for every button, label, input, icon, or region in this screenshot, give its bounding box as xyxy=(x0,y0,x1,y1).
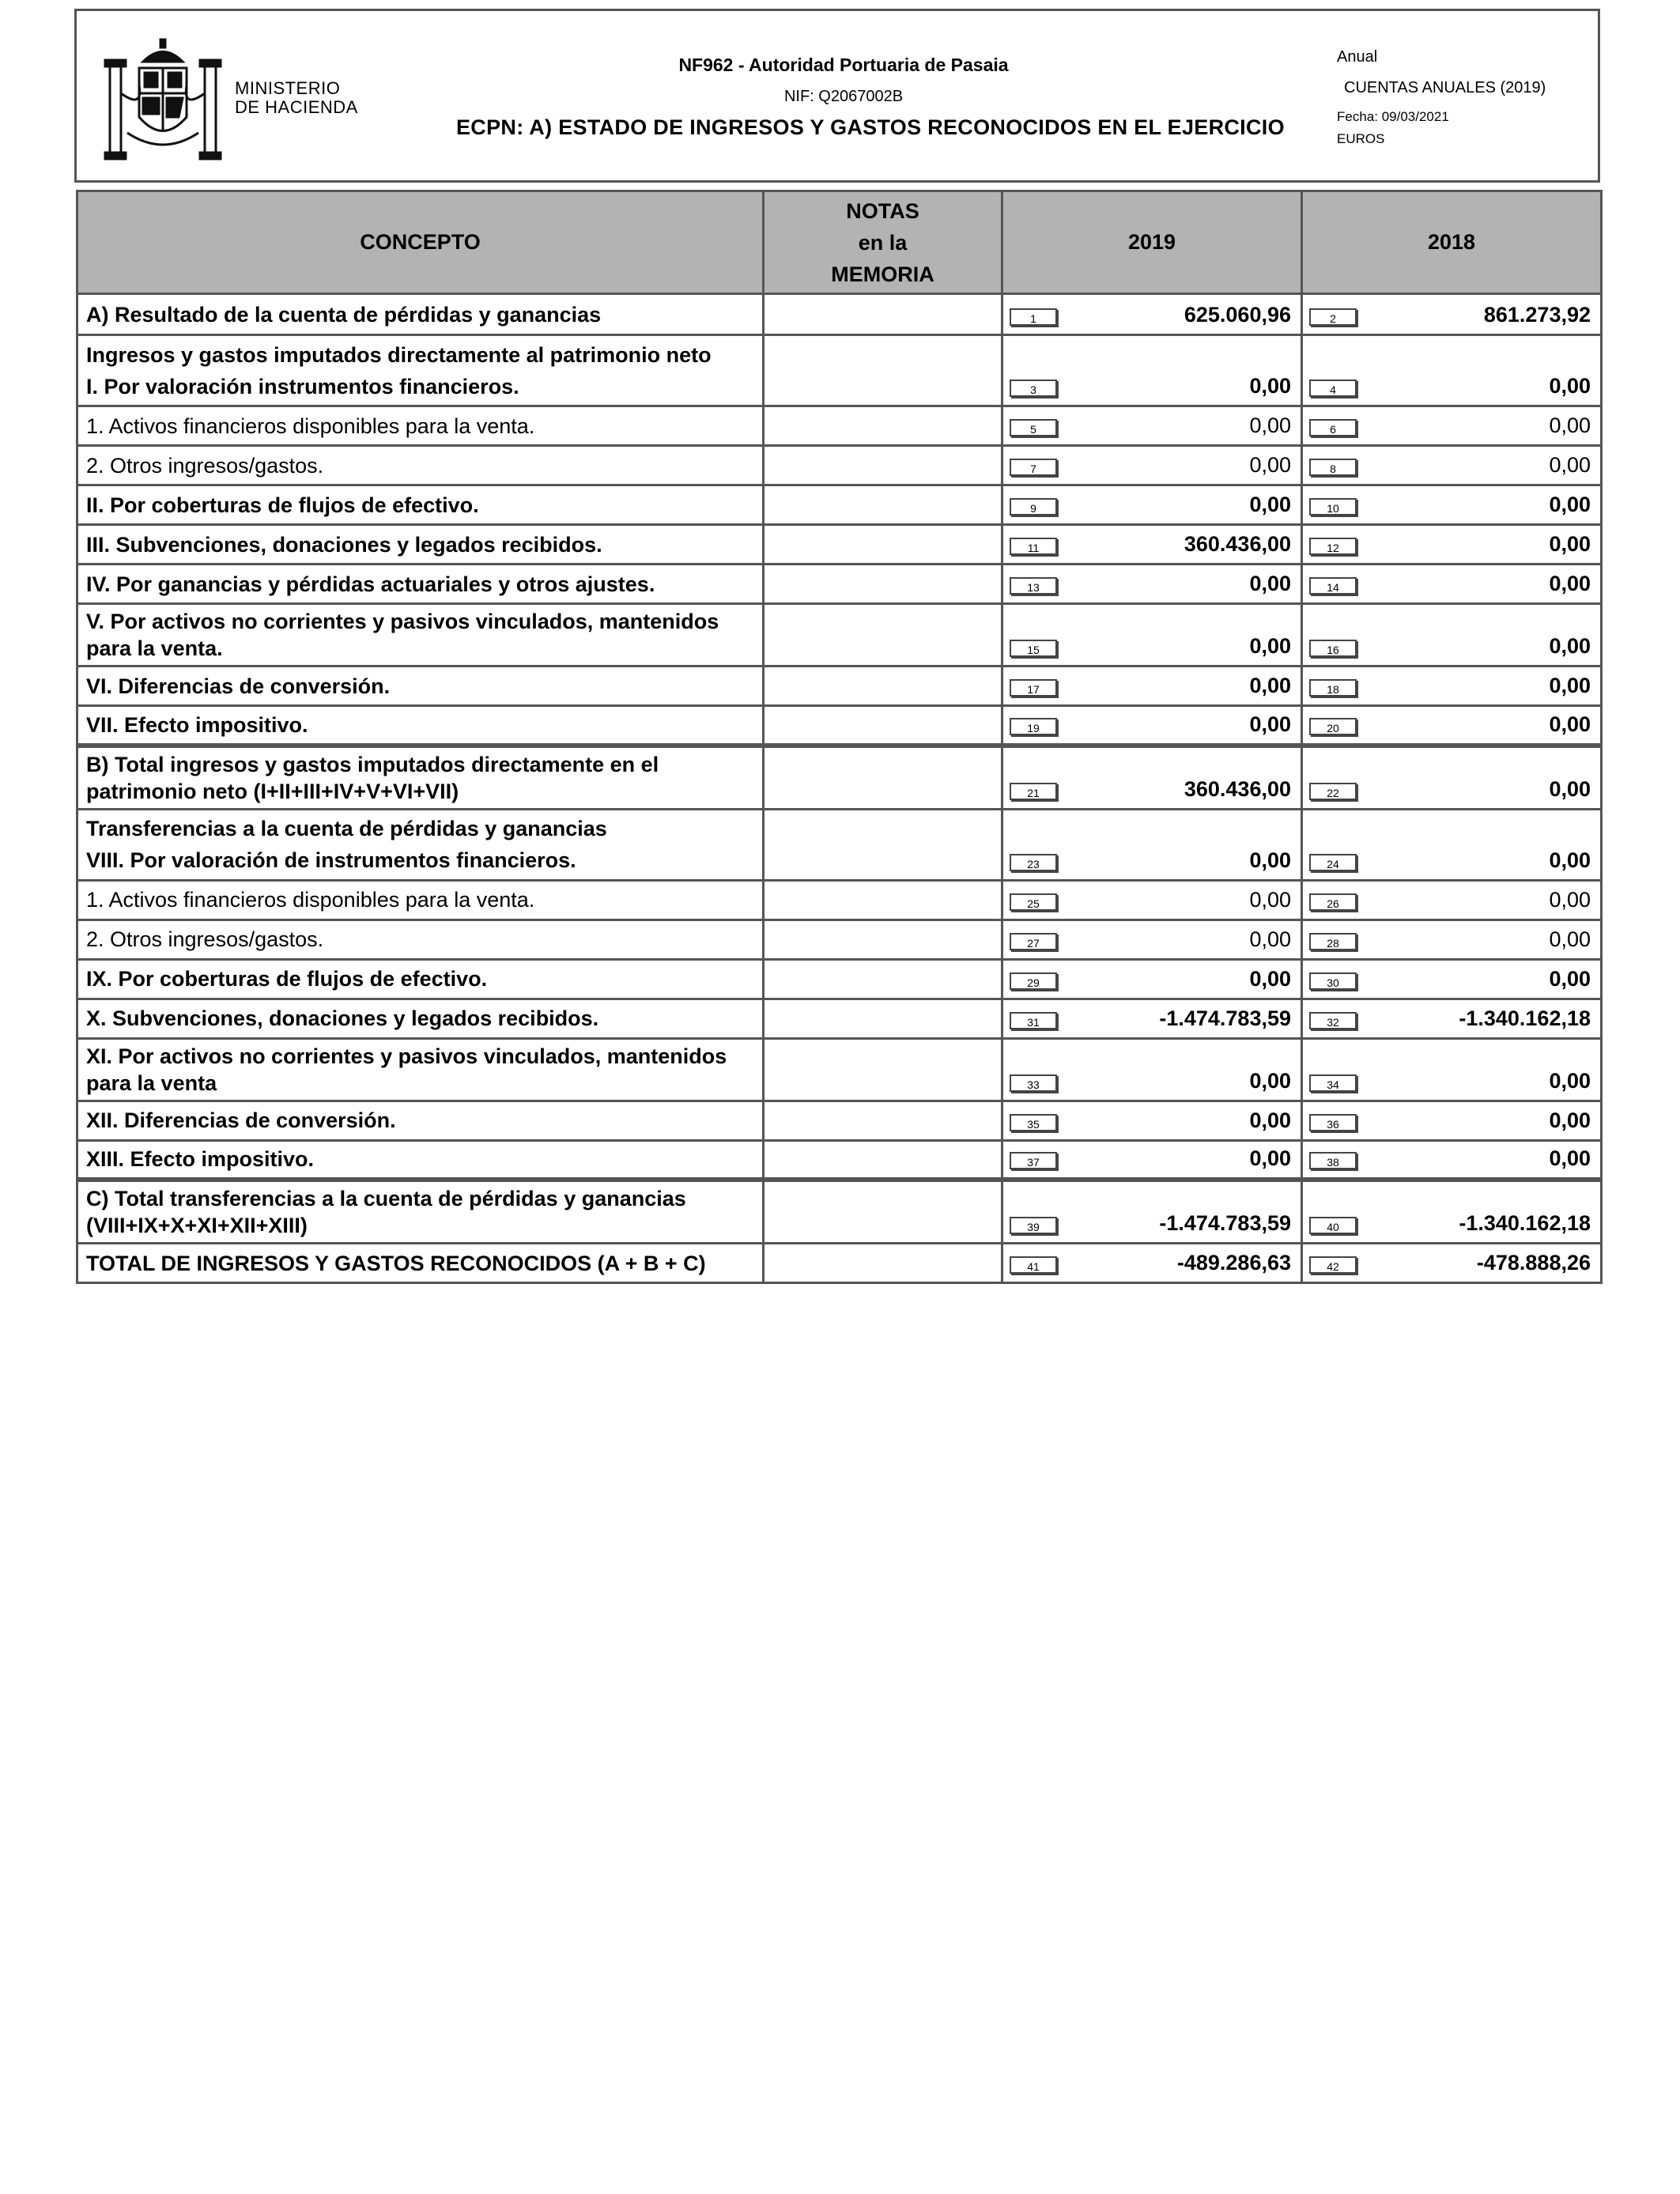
concept-cell xyxy=(77,485,764,525)
value-2019-cell xyxy=(1002,999,1302,1038)
value-2018: 0,00 xyxy=(1549,927,1591,951)
value-2018: 0,00 xyxy=(1549,532,1591,556)
report-header xyxy=(74,9,1600,183)
value-2019: -1.474.783,59 xyxy=(1159,1006,1291,1030)
value-2018: 0,00 xyxy=(1549,413,1591,437)
value-2019: 0,00 xyxy=(1249,1108,1291,1132)
value-2019-cell xyxy=(1002,1244,1302,1283)
table-row xyxy=(77,959,1602,999)
line-number-box: 34 xyxy=(1309,1074,1357,1092)
concept-text: XI. Por activos no corrientes y pasivos vinculados, mantenidos xyxy=(86,1044,727,1068)
income-expense-table xyxy=(76,190,1603,1284)
table-row xyxy=(77,604,1602,667)
line-number-box: 17 xyxy=(1010,679,1057,697)
value-2019-cell xyxy=(1002,446,1302,485)
header-notes-line-2: en la xyxy=(858,230,908,255)
value-2018-cell xyxy=(1302,446,1602,485)
concept-text: B) Total ingresos y gastos imputados directamente en el xyxy=(86,752,659,776)
line-number-box: 8 xyxy=(1309,459,1357,476)
notes-cell xyxy=(764,335,1002,406)
concept-text: 2. Otros ingresos/gastos. xyxy=(86,927,324,951)
line-number-box: 27 xyxy=(1010,933,1057,950)
table-row xyxy=(77,565,1602,604)
concept-cell xyxy=(77,446,764,485)
notes-cell xyxy=(764,920,1002,959)
value-2018-cell xyxy=(1302,880,1602,920)
table-row xyxy=(77,525,1602,565)
concept-cell xyxy=(77,335,764,406)
line-number-box: 40 xyxy=(1309,1217,1357,1234)
line-number-box: 12 xyxy=(1309,538,1357,555)
header-notes xyxy=(764,191,1002,294)
line-number-box: 19 xyxy=(1010,718,1057,735)
notes-cell xyxy=(764,294,1002,335)
line-number-box: 25 xyxy=(1010,893,1057,911)
concept-cell xyxy=(77,406,764,446)
value-2019-cell xyxy=(1002,565,1302,604)
value-2018: 0,00 xyxy=(1549,674,1591,697)
notes-cell xyxy=(764,406,1002,446)
value-2018-cell xyxy=(1302,525,1602,565)
value-2019-cell xyxy=(1002,1180,1302,1244)
concept-text: V. Por activos no corrientes y pasivos vinculados, mantenidos xyxy=(86,610,719,633)
value-2018: 0,00 xyxy=(1549,712,1591,736)
line-number-box: 32 xyxy=(1309,1012,1357,1029)
value-2018: 0,00 xyxy=(1549,1068,1591,1093)
concept-text: II. Por coberturas de flujos de efectivo. xyxy=(86,493,479,517)
notes-cell xyxy=(764,604,1002,667)
concept-text: IX. Por coberturas de flujos de efectivo. xyxy=(86,967,488,991)
value-2019: 360.436,00 xyxy=(1184,532,1291,556)
value-2018: 0,00 xyxy=(1549,848,1591,872)
line-number-box: 21 xyxy=(1010,783,1057,800)
value-2019: 0,00 xyxy=(1249,848,1291,872)
value-2018: 0,00 xyxy=(1549,1146,1591,1170)
period: Anual xyxy=(1337,48,1378,66)
header-year-2019: 2019 xyxy=(1002,191,1302,294)
concept-cell xyxy=(77,565,764,604)
header-notes-line-1: NOTAS xyxy=(846,198,919,223)
line-number-box: 31 xyxy=(1010,1012,1057,1029)
table-row xyxy=(77,446,1602,485)
value-2018: 0,00 xyxy=(1549,572,1591,595)
concept-text: XIII. Efecto impositivo. xyxy=(86,1147,315,1172)
table-body xyxy=(77,294,1602,1283)
line-number-box: 9 xyxy=(1010,498,1057,515)
value-2019-cell xyxy=(1002,880,1302,920)
notes-cell xyxy=(764,446,1002,485)
notes-cell xyxy=(764,959,1002,999)
coat-of-arms-logo xyxy=(104,38,222,164)
table-row xyxy=(77,1180,1602,1244)
line-number-box: 4 xyxy=(1309,380,1357,397)
concept-cell xyxy=(77,525,764,565)
value-2019: 0,00 xyxy=(1249,966,1291,991)
concept-cell xyxy=(77,920,764,959)
notes-cell xyxy=(764,1038,1002,1101)
concept-cell xyxy=(77,880,764,920)
table-row xyxy=(77,999,1602,1038)
line-number-box: 7 xyxy=(1010,459,1057,476)
line-number-box: 1 xyxy=(1010,308,1057,326)
line-number-box: 42 xyxy=(1309,1256,1357,1274)
line-number-box: 3 xyxy=(1010,380,1057,397)
value-2019-cell xyxy=(1002,706,1302,746)
line-number-box: 13 xyxy=(1010,577,1057,595)
concept-text: 1. Activos financieros disponibles para la venta. xyxy=(86,888,535,912)
value-2019-cell xyxy=(1002,406,1302,446)
concept-cell xyxy=(77,294,764,335)
report-date: Fecha: 09/03/2021 xyxy=(1337,109,1449,124)
concept-text: XII. Diferencias de conversión. xyxy=(86,1108,396,1132)
value-2019: -1.474.783,59 xyxy=(1159,1211,1291,1235)
concept-cell xyxy=(77,706,764,746)
line-number-box: 38 xyxy=(1309,1152,1357,1169)
value-2019: 625.060,96 xyxy=(1184,303,1291,327)
line-number-box: 18 xyxy=(1309,679,1357,697)
value-2018-cell xyxy=(1302,485,1602,525)
value-2019-cell xyxy=(1002,920,1302,959)
concept-text: VIII. Por valoración de instrumentos financieros. xyxy=(86,848,576,872)
value-2018-cell xyxy=(1302,1180,1602,1244)
header-year-2018: 2018 xyxy=(1302,191,1602,294)
concept-text: patrimonio neto (I+II+III+IV+V+VI+VII) xyxy=(86,779,459,803)
concept-cell xyxy=(77,1038,764,1101)
concept-text: TOTAL DE INGRESOS Y GASTOS RECONOCIDOS (A + B + C) xyxy=(86,1251,706,1275)
concept-text: (VIII+IX+X+XI+XII+XIII) xyxy=(86,1214,308,1237)
concept-text: IV. Por ganancias y pérdidas actuariales y otros ajustes. xyxy=(86,572,655,596)
table-row xyxy=(77,667,1602,706)
nif: NIF: Q2067002B xyxy=(783,88,904,105)
line-number-box: 2 xyxy=(1309,308,1357,326)
value-2018-cell xyxy=(1302,335,1602,406)
line-number-box: 14 xyxy=(1309,577,1357,595)
value-2018-cell xyxy=(1302,604,1602,667)
value-2019: 0,00 xyxy=(1249,493,1291,516)
value-2019: 0,00 xyxy=(1249,1068,1291,1093)
report-type: CUENTAS ANUALES (2019) xyxy=(1344,79,1546,96)
notes-cell xyxy=(764,525,1002,565)
table-row xyxy=(77,920,1602,959)
value-2019: 0,00 xyxy=(1249,634,1291,658)
table-row xyxy=(77,746,1602,810)
notes-cell xyxy=(764,485,1002,525)
value-2019-cell xyxy=(1002,1101,1302,1140)
value-2019: 0,00 xyxy=(1249,1146,1291,1170)
line-number-box: 24 xyxy=(1309,854,1357,871)
line-number-box: 30 xyxy=(1309,972,1357,990)
line-number-box: 33 xyxy=(1010,1074,1057,1092)
line-number-box: 39 xyxy=(1010,1217,1057,1234)
table-row xyxy=(77,1140,1602,1180)
value-2018-cell xyxy=(1302,746,1602,810)
concept-text: C) Total transferencias a la cuenta de pérdidas y ganancias xyxy=(86,1187,686,1210)
value-2019-cell xyxy=(1002,604,1302,667)
value-2019-cell xyxy=(1002,1038,1302,1101)
ministry-line-2: DE HACIENDA xyxy=(235,97,358,117)
value-2018: 0,00 xyxy=(1549,634,1591,658)
notes-cell xyxy=(764,999,1002,1038)
value-2018-cell xyxy=(1302,406,1602,446)
concept-cell xyxy=(77,1244,764,1283)
value-2018-cell xyxy=(1302,1244,1602,1283)
value-2018-cell xyxy=(1302,294,1602,335)
value-2018-cell xyxy=(1302,920,1602,959)
value-2018: 0,00 xyxy=(1549,887,1591,912)
value-2018-cell xyxy=(1302,1140,1602,1180)
line-number-box: 16 xyxy=(1309,640,1357,657)
ministry-line-1: MINISTERIO xyxy=(235,78,341,98)
table-row xyxy=(77,880,1602,920)
table-row xyxy=(77,335,1602,406)
header-concept: CONCEPTO xyxy=(77,191,764,294)
value-2018: -1.340.162,18 xyxy=(1459,1211,1591,1235)
value-2019: 0,00 xyxy=(1249,712,1291,736)
notes-cell xyxy=(764,809,1002,880)
concept-text: VII. Efecto impositivo. xyxy=(86,712,308,737)
value-2019-cell xyxy=(1002,1140,1302,1180)
table-row xyxy=(77,1244,1602,1283)
concept-cell xyxy=(77,1140,764,1180)
value-2018: 0,00 xyxy=(1549,1108,1591,1132)
line-number-box: 28 xyxy=(1309,933,1357,950)
value-2019-cell xyxy=(1002,667,1302,706)
value-2018-cell xyxy=(1302,1038,1602,1101)
value-2019-cell xyxy=(1002,294,1302,335)
concept-cell xyxy=(77,1101,764,1140)
concept-text: 1. Activos financieros disponibles para la venta. xyxy=(86,413,535,438)
table-row xyxy=(77,485,1602,525)
concept-text: para la venta. xyxy=(86,636,223,660)
line-number-box: 37 xyxy=(1010,1152,1057,1169)
value-2018-cell xyxy=(1302,706,1602,746)
section-heading: Ingresos y gastos imputados directamente al patrimonio neto xyxy=(86,342,712,367)
notes-cell xyxy=(764,1180,1002,1244)
report-title: ECPN: A) ESTADO DE INGRESOS Y GASTOS RECONOCIDOS EN EL EJERCICIO xyxy=(456,115,1285,139)
table-row xyxy=(77,809,1602,880)
line-number-box: 23 xyxy=(1010,854,1057,871)
line-number-box: 11 xyxy=(1010,538,1057,555)
concept-cell xyxy=(77,999,764,1038)
value-2018-cell xyxy=(1302,999,1602,1038)
concept-text: I. Por valoración instrumentos financieros. xyxy=(86,374,519,398)
value-2018-cell xyxy=(1302,1101,1602,1140)
concept-text: A) Resultado de la cuenta de pérdidas y ganancias xyxy=(86,302,602,327)
value-2019-cell xyxy=(1002,959,1302,999)
line-number-box: 22 xyxy=(1309,783,1357,800)
concept-cell xyxy=(77,667,764,706)
value-2018: 0,00 xyxy=(1549,374,1591,398)
table-row xyxy=(77,294,1602,335)
line-number-box: 20 xyxy=(1309,718,1357,735)
notes-cell xyxy=(764,1101,1002,1140)
value-2018-cell xyxy=(1302,565,1602,604)
value-2018: 0,00 xyxy=(1549,493,1591,516)
value-2019: 0,00 xyxy=(1249,887,1291,912)
line-number-box: 5 xyxy=(1010,419,1057,436)
notes-cell xyxy=(764,880,1002,920)
table-row xyxy=(77,406,1602,446)
value-2018: -478.888,26 xyxy=(1476,1251,1591,1274)
value-2019: -489.286,63 xyxy=(1176,1251,1291,1274)
notes-cell xyxy=(764,667,1002,706)
line-number-box: 15 xyxy=(1010,640,1057,657)
value-2018: 0,00 xyxy=(1549,966,1591,991)
value-2018-cell xyxy=(1302,959,1602,999)
currency: EUROS xyxy=(1337,131,1385,146)
line-number-box: 26 xyxy=(1309,893,1357,911)
notes-cell xyxy=(764,1140,1002,1180)
value-2019: 0,00 xyxy=(1249,413,1291,437)
value-2018: -1.340.162,18 xyxy=(1459,1006,1591,1030)
concept-text: VI. Diferencias de conversión. xyxy=(86,674,391,698)
concept-cell xyxy=(77,604,764,667)
company-name: NF962 - Autoridad Portuaria de Pasaia xyxy=(678,55,1009,75)
header-notes-line-3: MEMORIA xyxy=(831,262,934,286)
value-2019-cell xyxy=(1002,746,1302,810)
concept-text: III. Subvenciones, donaciones y legados recibidos. xyxy=(86,532,602,557)
value-2019-cell xyxy=(1002,485,1302,525)
line-number-box: 6 xyxy=(1309,419,1357,436)
value-2018-cell xyxy=(1302,809,1602,880)
section-heading: Transferencias a la cuenta de pérdidas y ganancias xyxy=(86,817,607,840)
value-2019: 0,00 xyxy=(1249,453,1291,477)
line-number-box: 35 xyxy=(1010,1114,1057,1131)
concept-cell xyxy=(77,1180,764,1244)
value-2019: 0,00 xyxy=(1249,927,1291,951)
line-number-box: 36 xyxy=(1309,1114,1357,1131)
value-2019: 0,00 xyxy=(1249,674,1291,697)
line-number-box: 41 xyxy=(1010,1256,1057,1274)
concept-text: 2. Otros ingresos/gastos. xyxy=(86,453,324,478)
value-2018: 0,00 xyxy=(1549,776,1591,801)
value-2018: 0,00 xyxy=(1549,453,1591,477)
notes-cell xyxy=(764,1244,1002,1283)
notes-cell xyxy=(764,706,1002,746)
value-2019: 360.436,00 xyxy=(1184,776,1291,801)
line-number-box: 29 xyxy=(1010,972,1057,990)
value-2018: 861.273,92 xyxy=(1483,303,1591,327)
value-2019-cell xyxy=(1002,809,1302,880)
table-row xyxy=(77,706,1602,746)
ministry-name xyxy=(235,79,358,117)
table-row xyxy=(77,1101,1602,1140)
notes-cell xyxy=(764,565,1002,604)
concept-cell xyxy=(77,959,764,999)
value-2019: 0,00 xyxy=(1249,374,1291,398)
concept-text: para la venta xyxy=(86,1071,217,1095)
line-number-box: 10 xyxy=(1309,498,1357,515)
value-2018-cell xyxy=(1302,667,1602,706)
table-row xyxy=(77,1038,1602,1101)
value-2019-cell xyxy=(1002,335,1302,406)
value-2019-cell xyxy=(1002,525,1302,565)
concept-cell xyxy=(77,809,764,880)
value-2019: 0,00 xyxy=(1249,572,1291,595)
concept-text: X. Subvenciones, donaciones y legados recibidos. xyxy=(86,1006,599,1030)
concept-cell xyxy=(77,746,764,810)
notes-cell xyxy=(764,746,1002,810)
